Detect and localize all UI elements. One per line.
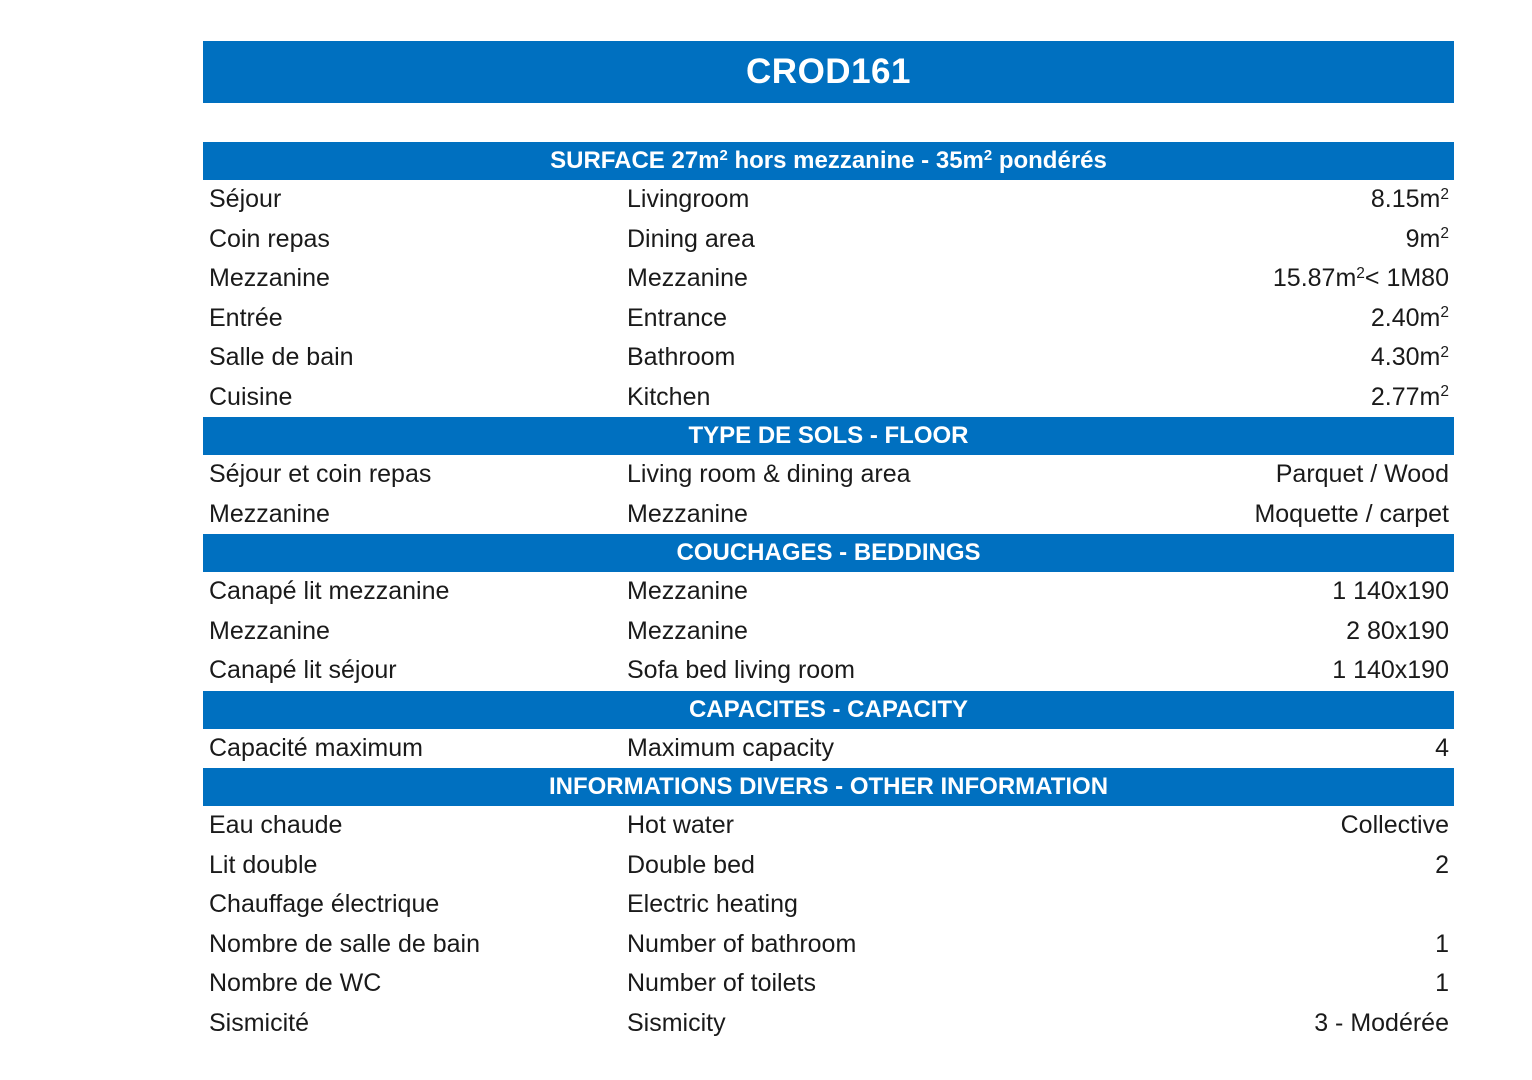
property-sheet	[203, 41, 1454, 1043]
cell-label-fr: Salle de bain	[209, 343, 354, 372]
cell-label-en: Kitchen	[627, 382, 711, 411]
cell-label-fr: Sismicité	[209, 1008, 310, 1037]
cell-value: 1	[1435, 929, 1449, 958]
cell-value: 2 80x190	[1346, 616, 1449, 645]
section-header-label: INFORMATIONS DIVERS - OTHER INFORMATION	[548, 773, 1109, 800]
cell-value: 3 - Modérée	[1314, 1008, 1449, 1037]
cell-label-fr: Eau chaude	[209, 811, 343, 840]
table-row	[203, 729, 1454, 769]
section-header-other-info	[203, 768, 1454, 806]
section-header-capacity	[203, 691, 1454, 729]
table-row	[203, 572, 1454, 612]
table-row	[203, 259, 1454, 299]
table-row	[203, 651, 1454, 691]
cell-label-fr: Cuisine	[209, 382, 293, 411]
cell-value: $9m^2$	[1405, 224, 1449, 253]
cell-label-fr: Mezzanine	[209, 499, 330, 528]
section-header-label: COUCHAGES - BEDDINGS	[676, 539, 981, 566]
table-row	[203, 1004, 1454, 1044]
cell-value: 1 140x190	[1332, 656, 1449, 685]
cell-label-fr: Nombre de salle de bain	[209, 929, 480, 958]
table-row	[203, 612, 1454, 652]
cell-label-en: Mezzanine	[627, 577, 748, 606]
cell-value: $15.87m^2< 1M80$	[1272, 264, 1449, 293]
cell-value: $8.15m^2$	[1370, 185, 1449, 214]
section-header-surface	[203, 142, 1454, 180]
table-row	[203, 806, 1454, 846]
table-row	[203, 885, 1454, 925]
cell-value: Moquette / carpet	[1254, 499, 1449, 528]
cell-label-en: Entrance	[627, 303, 728, 332]
cell-label-en: Number of toilets	[627, 969, 816, 998]
cell-label-en: Dining area	[627, 224, 755, 253]
cell-value: 1	[1435, 969, 1449, 998]
table-row	[203, 455, 1454, 495]
cell-label-en: Number of bathroom	[627, 929, 857, 958]
cell-label-fr: Lit double	[209, 850, 318, 879]
table-row	[203, 378, 1454, 418]
cell-label-en: Bathroom	[627, 343, 736, 372]
table-row	[203, 495, 1454, 535]
table-row	[203, 846, 1454, 886]
section-header-label: TYPE DE SOLS - FLOOR	[688, 422, 969, 449]
cell-label-fr: Capacité maximum	[209, 733, 423, 762]
table-row	[203, 338, 1454, 378]
cell-label-fr: Coin repas	[209, 224, 330, 253]
cell-label-fr: Canapé lit mezzanine	[209, 577, 450, 606]
cell-label-fr: Mezzanine	[209, 616, 330, 645]
cell-label-fr: Séjour et coin repas	[209, 460, 432, 489]
cell-label-en: Sofa bed living room	[627, 656, 855, 685]
cell-label-fr: Nombre de WC	[209, 969, 382, 998]
cell-label-en: Mezzanine	[627, 616, 748, 645]
cell-label-fr: Séjour	[209, 185, 282, 214]
cell-value: Collective	[1340, 811, 1449, 840]
cell-value: $2.40m^2$	[1370, 303, 1449, 332]
cell-label-en: Living room & dining area	[627, 460, 911, 489]
cell-label-fr: Mezzanine	[209, 264, 330, 293]
cell-label-en: Mezzanine	[627, 499, 748, 528]
cell-label-en: Maximum capacity	[627, 733, 834, 762]
cell-label-fr: Entrée	[209, 303, 283, 332]
table-row	[203, 220, 1454, 260]
cell-value: 4	[1435, 733, 1449, 762]
section-header-floors	[203, 417, 1454, 455]
cell-value: $4.30m^2$	[1370, 343, 1449, 372]
page-title: CROD161	[746, 52, 911, 91]
cell-value: Parquet / Wood	[1275, 460, 1449, 489]
section-header-label: CAPACITES - CAPACITY	[688, 695, 969, 723]
title-bar	[203, 41, 1454, 103]
table-row	[203, 299, 1454, 339]
table-row	[203, 925, 1454, 965]
cell-label-en: Sismicity	[627, 1008, 726, 1037]
cell-value: $2.77m^2$	[1370, 382, 1449, 411]
cell-label-en: Hot water	[627, 811, 734, 840]
cell-label-en: Livingroom	[627, 185, 750, 214]
table-row	[203, 964, 1454, 1004]
section-header-beddings	[203, 534, 1454, 572]
table-row	[203, 180, 1454, 220]
cell-label-en: Electric heating	[627, 890, 798, 919]
section-header-label: SURFACE $27m^2$ hors mezzanine - $35m^2$ pondérés	[550, 147, 1107, 174]
cell-label-en: Mezzanine	[627, 264, 748, 293]
cell-value: 2	[1435, 850, 1449, 879]
cell-label-en: Double bed	[627, 850, 755, 879]
cell-label-fr: Chauffage électrique	[209, 890, 440, 919]
cell-value: 1 140x190	[1332, 577, 1449, 606]
cell-label-fr: Canapé lit séjour	[209, 656, 397, 685]
